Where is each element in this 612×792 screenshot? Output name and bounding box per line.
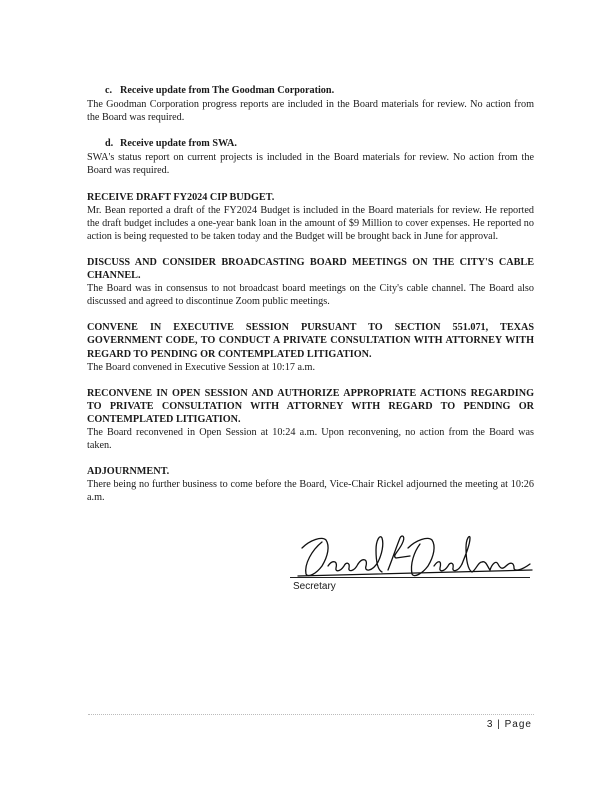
broadcasting-text: The Board was in consensus to not broadcast board meetings on the City's cable channel. The Board also discussed and agreed to discontinue Zoom public meetings. <box>87 283 534 308</box>
open-session-section <box>87 387 534 452</box>
adjournment-section <box>87 465 534 504</box>
cip-budget-text: Mr. Bean reported a draft of the FY2024 Budget is included in the Board materials for review. He reported the draft budget includes a one-year bank loan in the amount of $9 Million to cover expenses. He reported no action is being requested to be taken today and the Budget will be brought back in June for approval. <box>87 204 534 242</box>
broadcasting-section <box>87 256 534 308</box>
footer-divider <box>88 714 534 715</box>
cip-budget-section <box>87 191 534 243</box>
goodman-update-heading <box>87 84 534 97</box>
handwritten-signature <box>292 530 542 580</box>
page-number: 3 | Page <box>486 719 532 730</box>
executive-session-text: The Board convened in Executive Session at 10:17 a.m. <box>87 361 316 373</box>
signature-block <box>290 530 570 600</box>
adjournment-heading: ADJOURNMENT. <box>87 466 170 478</box>
signature-line <box>290 577 530 578</box>
swa-update-text: SWA's status report on current projects is included in the Board materials for review. No action from the Board was required. <box>87 152 534 177</box>
item-title: Receive update from The Goodman Corporation. <box>120 85 335 96</box>
open-session-heading: RECONVENE IN OPEN SESSION AND AUTHORIZE APPROPRIATE ACTIONS REGARDING TO PRIVATE CONSULTATION WITH ATTORNEY WITH REGARD TO PENDING OR CONTEMPLATED LITIGATION. <box>87 387 534 425</box>
signature-title: Secretary <box>293 581 336 592</box>
swa-update-section <box>87 137 534 177</box>
goodman-update-text: The Goodman Corporation progress reports are included in the Board materials for review. No action from the Board was required. <box>87 99 534 124</box>
executive-session-heading: CONVENE IN EXECUTIVE SESSION PURSUANT TO SECTION 551.071, TEXAS GOVERNMENT CODE, TO CONDUCT A PRIVATE CONSULTATION WITH ATTORNEY WITH REGARD TO PENDING OR CONTEMPLATED LITIGATION. <box>87 322 534 360</box>
executive-session-section <box>87 321 534 373</box>
swa-update-heading <box>87 137 534 150</box>
item-title: Receive update from SWA. <box>120 138 237 150</box>
minutes-body <box>87 84 534 517</box>
item-letter: d. <box>105 138 114 150</box>
broadcasting-heading: DISCUSS AND CONSIDER BROADCASTING BOARD MEETINGS ON THE CITY'S CABLE CHANNEL. <box>87 256 534 282</box>
open-session-text: The Board reconvened in Open Session at 10:24 a.m. Upon reconvening, no action from the Board was taken. <box>87 426 534 452</box>
cip-budget-heading: RECEIVE DRAFT FY2024 CIP BUDGET. <box>87 191 275 203</box>
goodman-update-section <box>87 84 534 124</box>
adjournment-text: There being no further business to come before the Board, Vice-Chair Rickel adjourned the meeting at 10:26 a.m. <box>87 479 534 504</box>
item-letter: c. <box>105 85 113 96</box>
